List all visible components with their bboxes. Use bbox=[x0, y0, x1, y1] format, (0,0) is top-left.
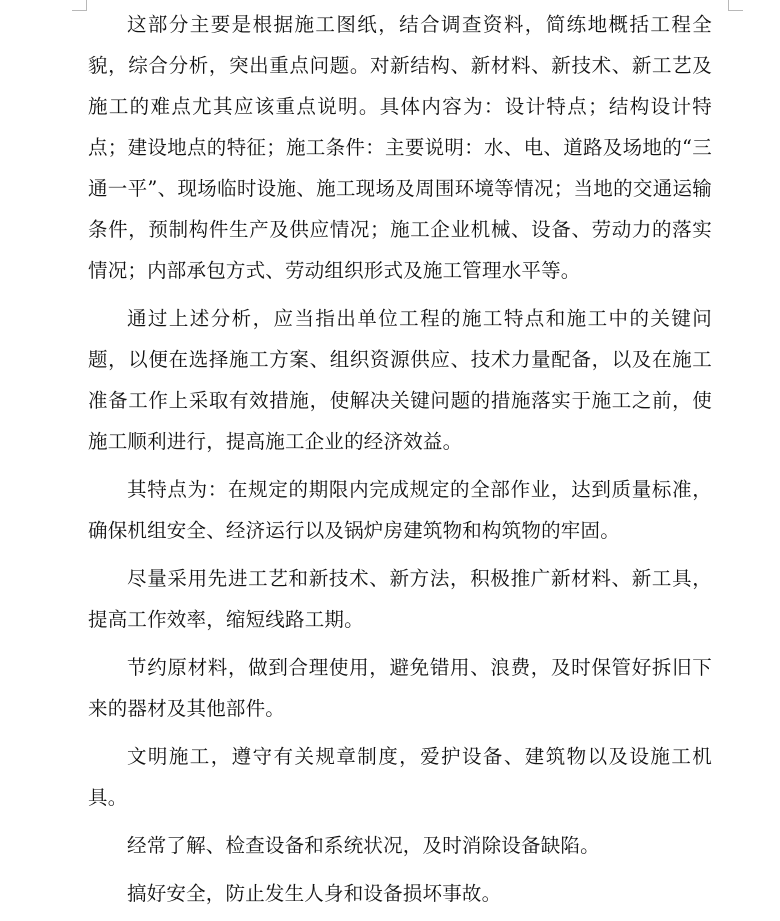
paragraph-save-materials: 节约原材料，做到合理使用，避免错用、浪费，及时保管好拆旧下来的器材及其他部件。 bbox=[88, 656, 712, 720]
page-corner-mark-left bbox=[72, 0, 87, 11]
document-page bbox=[88, 4, 712, 921]
paragraph-safety: 搞好安全，防止发生人身和设备损坏事故。 bbox=[127, 882, 502, 905]
page-corner-mark-right bbox=[728, 0, 743, 11]
paragraph-civilized-construction: 文明施工，遵守有关规章制度，爱护设备、建筑物以及设施工机具。 bbox=[88, 745, 712, 809]
paragraph-characteristics: 其特点为：在规定的期限内完成规定的全部作业，达到质量标准，确保机组安全、经济运行以及锅炉房建筑物和构筑物的牢固。 bbox=[88, 478, 712, 542]
paragraph-project-overview: 这部分主要是根据施工图纸，结合调查资料，简练地概括工程全貌，综合分析，突出重点问题。对新结构、新材料、新技术、新工艺及施工的难点尤其应该重点说明。具体内容为：设计特点；结构设计特点；建设地点的特征；施工条件：主要说明：水、电、道路及场地的“三通一平”、现场临时设施、施工现场及周围环境等情况；当地的交通运输条件，预制构件生产及供应情况；施工企业机械、设备、劳动力的落实情况；内部承包方式、劳动组织形式及施工管理水平等。 bbox=[88, 13, 712, 282]
paragraph-new-technology: 尽量采用先进工艺和新技术、新方法，积极推广新材料、新工具，提高工作效率，缩短线路工期。 bbox=[88, 567, 712, 631]
paragraph-equipment-inspection: 经常了解、检查设备和系统状况，及时消除设备缺陷。 bbox=[127, 834, 600, 857]
paragraph-analysis-key-issues: 通过上述分析，应当指出单位工程的施工特点和施工中的关键问题，以便在选择施工方案、组织资源供应、技术力量配备，以及在施工准备工作上采取有效措施，使解决关键问题的措施落实于施工之前，使施工顺利进行，提高施工企业的经济效益。 bbox=[88, 307, 712, 453]
